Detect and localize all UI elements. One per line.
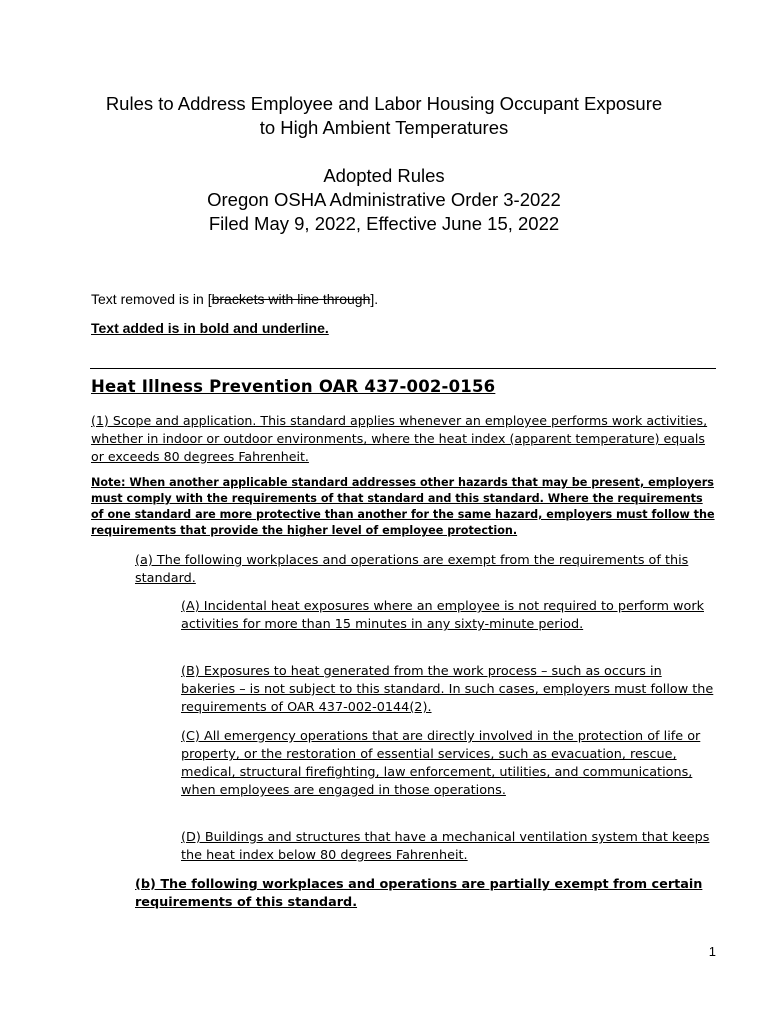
- title-line-3: Adopted Rules: [323, 165, 445, 186]
- paragraph-A: (A) Incidental heat exposures where an employee is not required to perform work activities for more than 15 minutes in any sixty-minute period.: [181, 599, 704, 632]
- legend-removed-prefix: Text removed is in [: [91, 291, 212, 307]
- legend-removed-sample: brackets with line through: [211, 291, 371, 307]
- legend-removed: [91, 291, 378, 307]
- title-line-5: Filed May 9, 2022, Effective June 15, 2022: [208, 213, 560, 234]
- paragraph-D: (D) Buildings and structures that have a mechanical ventilation system that keeps the heat index below 80 degrees Fahrenheit.: [181, 830, 710, 863]
- legend-added: Text added is in bold and underline.: [91, 320, 329, 336]
- title-line-4: Oregon OSHA Administrative Order 3-2022: [207, 189, 561, 210]
- title-line-2: to High Ambient Temperatures: [259, 117, 509, 138]
- page-number: 1: [708, 944, 716, 959]
- legend-removed-suffix: ].: [370, 291, 379, 307]
- document-title: [40, 92, 728, 236]
- title-line-1: Rules to Address Employee and Labor Housing Occupant Exposure: [105, 93, 663, 114]
- paragraph-B: (B) Exposures to heat generated from the work process – such as occurs in bakeries – is not subject to this standard. In such cases, employers must follow the requirements of OAR 437-002-0144(2).: [181, 664, 714, 715]
- paragraph-scope: (1) Scope and application. This standard applies whenever an employee performs work activities, whether in indoor or outdoor environments, where the heat index (apparent temperature) equals or exceeds 80 degrees Fahrenheit.: [91, 413, 708, 464]
- paragraph-note: Note: When another applicable standard addresses other hazards that may be present, employers must comply with the requirements of that standard and this standard. Where the requirements of one standard are more protective than another for the same hazard, employers must follow the requirements that provide the higher level of employee protection.: [91, 476, 715, 537]
- section-heading: Heat Illness Prevention OAR 437-002-0156: [91, 377, 496, 396]
- paragraph-b: (b) The following workplaces and operations are partially exempt from certain requirements of this standard.: [135, 877, 703, 910]
- section-divider: [90, 368, 716, 369]
- paragraph-C: (C) All emergency operations that are directly involved in the protection of life or property, or the restoration of essential services, such as evacuation, rescue, medical, structural firefighting, law enforcement, utilities, and communications, when employees are engaged in those operations.: [181, 729, 701, 798]
- paragraph-a: (a) The following workplaces and operations are exempt from the requirements of this standard.: [135, 553, 689, 586]
- title-spacer: [40, 140, 728, 164]
